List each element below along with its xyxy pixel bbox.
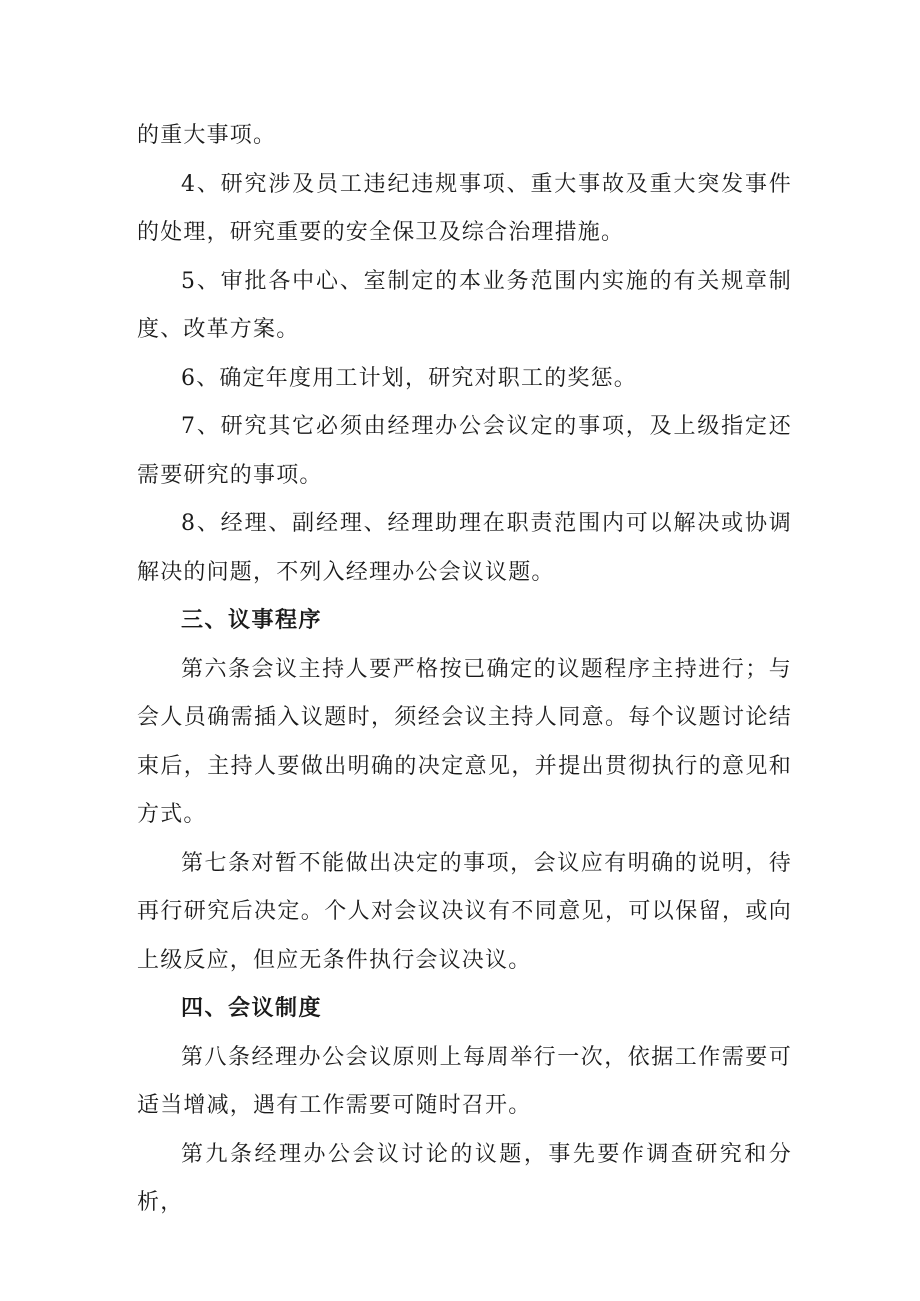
paragraph-article-8: 第八条经理办公会议原则上每周举行一次，依据工作需要可适当增减，遇有工作需要可随时召开。 (137, 1044, 792, 1118)
paragraph-item-8: 8、经理、副经理、经理助理在职责范围内可以解决或协调解决的问题，不列入经理办公会议议题。 (137, 511, 792, 585)
paragraph-item-6: 6、确定年度用工计划，研究对职工的奖惩。 (181, 365, 637, 391)
paragraph-item-5: 5、审批各中心、室制定的本业务范围内实施的有关规章制度、改革方案。 (137, 268, 792, 342)
paragraph-continuation: 的重大事项。 (137, 123, 277, 148)
paragraph-article-7: 第七条对暂不能做出决定的事项，会议应有明确的说明，待再行研究后决定。个人对会议决议有不同意见，可以保留，或向上级反应，但应无条件执行会议决议。 (137, 850, 792, 973)
paragraph-article-9: 第九条经理办公会议讨论的议题，事先要作调查研究和分析， (137, 1141, 792, 1215)
section-heading-procedure: 三、议事程序 (181, 608, 323, 633)
paragraph-item-7: 7、研究其它必须由经理办公会议定的事项，及上级指定还需要研究的事项。 (137, 414, 792, 488)
paragraph-item-4: 4、研究涉及员工违纪违规事项、重大事故及重大突发事件的处理，研究重要的安全保卫及综合治理措施。 (137, 171, 792, 245)
section-heading-meeting-system: 四、会议制度 (181, 996, 323, 1021)
document-body (137, 112, 792, 1228)
paragraph-article-6: 第六条会议主持人要严格按已确定的议题程序主持进行；与会人员确需插入议题时，须经会议主持人同意。每个议题讨论结束后，主持人要做出明确的决定意见，并提出贯彻执行的意见和方式。 (137, 656, 792, 827)
